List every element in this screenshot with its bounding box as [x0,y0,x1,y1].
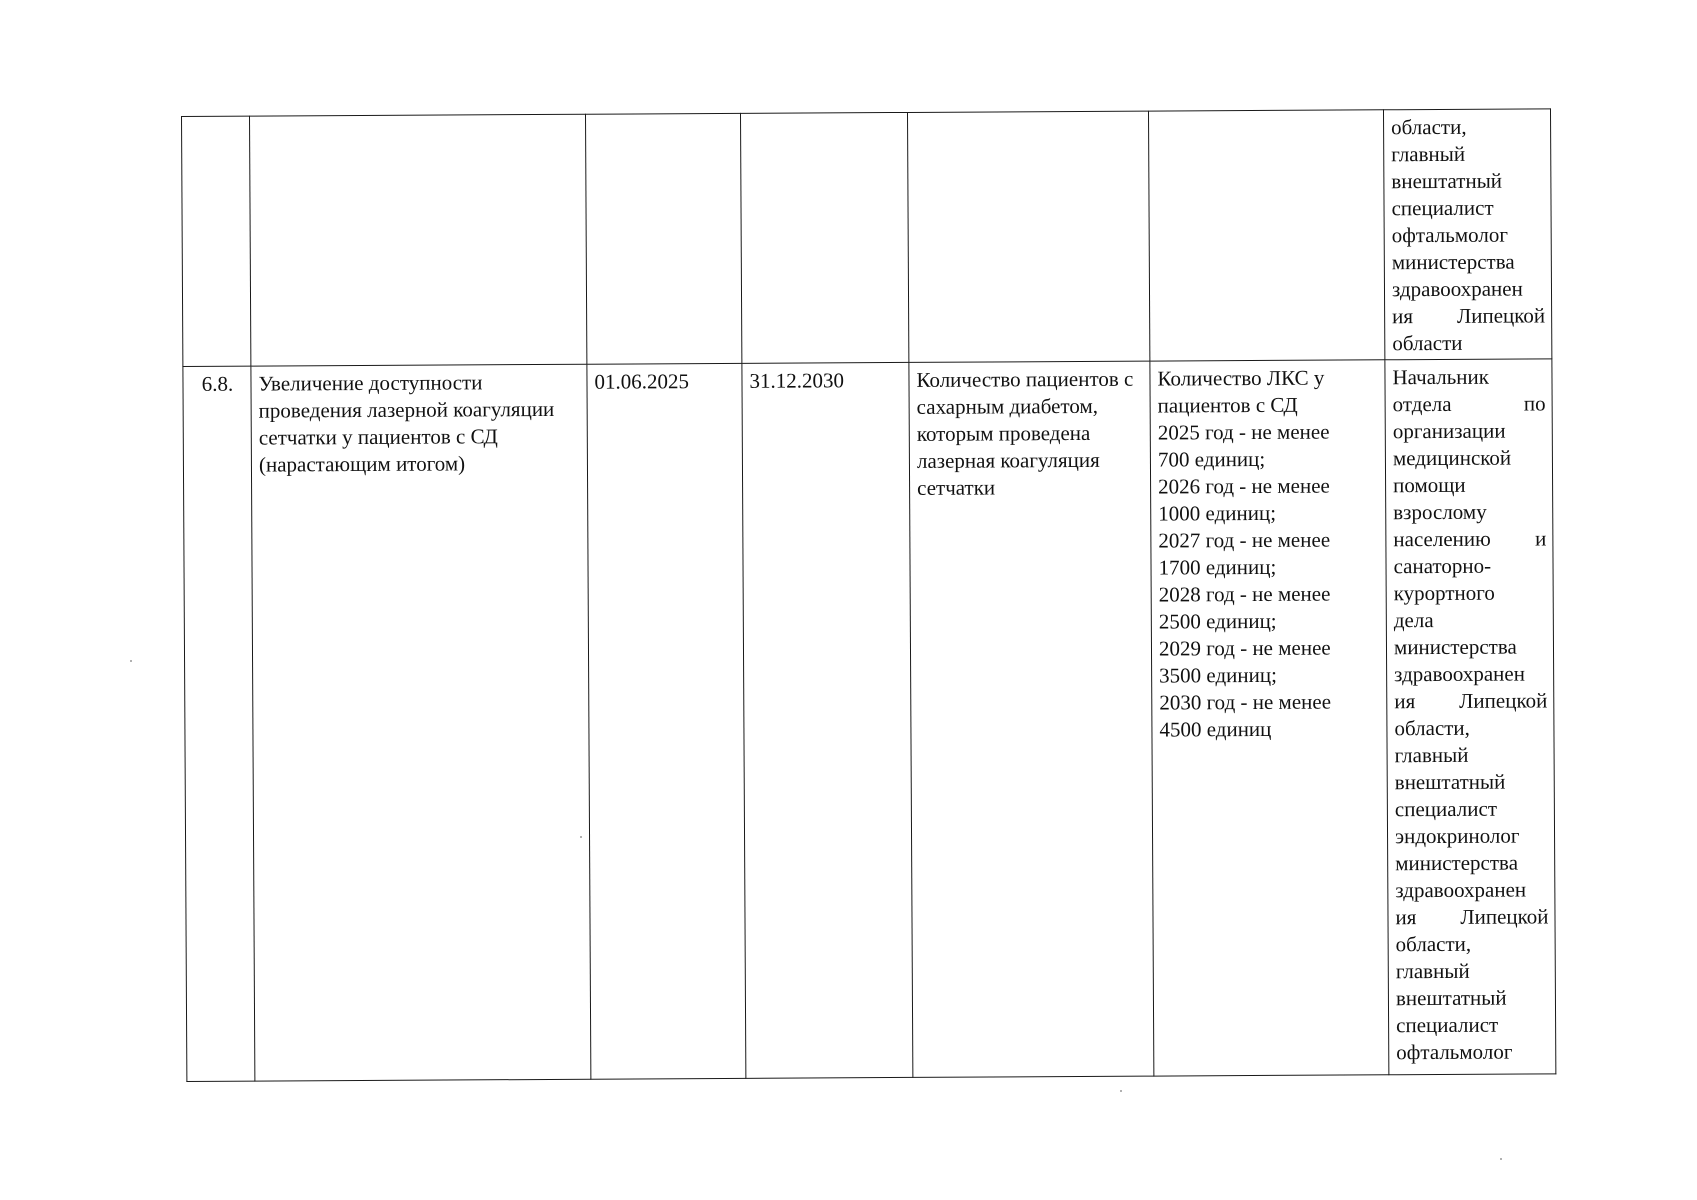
scan-speck [130,660,132,662]
result-line: 2027 год - не менее [1158,527,1331,553]
responsible-line: взрослому [1393,499,1487,525]
cell-start-empty [585,113,741,364]
scan-speck [580,836,582,838]
result-line: пациентов с СД [1157,392,1298,418]
responsible-line: здравоохранен [1395,877,1527,903]
cell-result-empty [1148,110,1384,361]
cell-indicator-empty [907,111,1149,362]
cell-responsible [1385,359,1556,1075]
result-line: Количество ЛКС у [1157,365,1325,391]
responsible-line: специалист [1391,195,1494,221]
responsible-line: министерства [1391,249,1515,275]
result-line: 2030 год - не менее [1159,689,1332,715]
responsible-line [1393,525,1546,553]
responsible-line: внештатный [1394,769,1506,795]
responsible-line: Начальник [1392,364,1489,390]
responsible-line: специалист [1394,796,1498,822]
responsible-line: министерства [1393,634,1517,660]
responsible-line: области, [1391,114,1467,140]
result-line: 2025 год - не менее [1157,419,1330,445]
cell-responsible-continued [1383,109,1551,360]
responsible-line: главный [1395,958,1470,984]
result-line: 4500 единиц [1159,716,1272,742]
cell-result [1150,360,1389,1076]
responsible-word: населению [1393,526,1491,552]
responsible-line: внештатный [1395,985,1507,1011]
responsible-word: ия [1392,304,1414,329]
responsible-line [1395,903,1548,931]
cell-end-date: 31.12.2030 [742,362,913,1078]
responsible-word: по [1523,391,1546,416]
table-row-6-8 [183,359,1556,1082]
responsible-line: области [1392,330,1463,356]
responsible-line: эндокринолог [1394,823,1520,849]
scan-speck [1120,1090,1122,1092]
responsible-line: области, [1394,715,1470,741]
responsible-line: офтальмолог [1396,1039,1513,1065]
result-line: 2026 год - не менее [1158,473,1330,499]
responsible-line: главный [1394,742,1469,768]
cell-indicator: Количество пациентов с сахарным диабетом, которым проведена лазерная коагуляция сетчатки [909,361,1154,1077]
cell-event: Увеличение доступности проведения лазерной коагуляции сетчатки у пациентов с СД (нарастающим итогом) [251,364,591,1081]
cell-event-empty [250,114,587,366]
result-line: 1700 единиц; [1158,554,1277,580]
scan-speck [1500,1158,1502,1160]
responsible-line: санаторно- [1393,553,1492,579]
responsible-word: ия [1394,689,1416,714]
result-line: 3500 единиц; [1159,662,1277,688]
responsible-line: области, [1395,931,1472,957]
responsible-line: главный [1391,141,1466,167]
responsible-line: специалист [1396,1012,1499,1038]
responsible-line: министерства [1395,850,1519,876]
result-text [1157,364,1380,743]
table-row-continued [182,109,1552,367]
responsible-word: Липецкой [1456,303,1546,328]
responsible-text [1391,113,1545,357]
responsible-word: Липецкой [1459,688,1548,713]
responsible-line [1392,302,1545,330]
responsible-word: отдела [1392,391,1452,417]
cell-start-date: 01.06.2025 [587,363,746,1079]
responsible-line: офтальмолог [1391,222,1508,248]
responsible-line: медицинской [1392,445,1512,471]
responsible-line: организации [1392,418,1506,444]
responsible-text [1392,363,1549,1066]
measures-table [181,108,1556,1082]
responsible-line [1394,687,1547,715]
cell-row-number: 6.8. [183,366,255,1081]
responsible-word: ия [1395,905,1417,930]
result-line: 2500 единиц; [1158,608,1277,634]
responsible-line: курортного [1393,580,1495,606]
result-line: 2029 год - не менее [1158,635,1331,661]
responsible-word: и [1535,526,1547,551]
result-line: 700 единиц; [1157,446,1266,472]
responsible-line: внештатный [1391,168,1503,194]
responsible-line: здравоохранен [1394,661,1525,687]
cell-end-empty [740,112,908,363]
responsible-line: дела [1393,608,1434,633]
responsible-line [1393,390,1546,418]
result-line: 1000 единиц; [1158,500,1277,526]
cell-number-empty [182,116,251,366]
responsible-line: помощи [1393,472,1466,498]
result-line: 2028 год - не менее [1158,581,1331,607]
responsible-line: здравоохранен [1391,276,1523,302]
responsible-word: Липецкой [1460,904,1549,929]
